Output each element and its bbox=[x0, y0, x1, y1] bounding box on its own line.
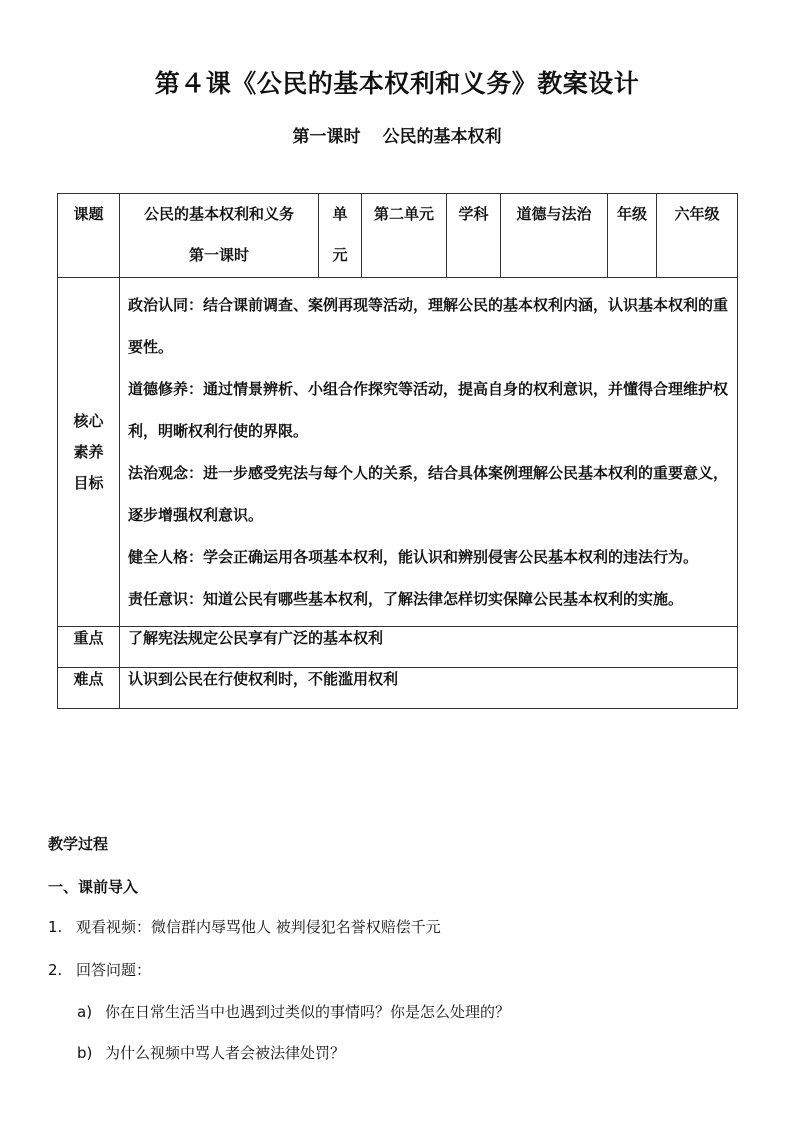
lesson-plan-table bbox=[57, 193, 738, 709]
unit-value: 第二单元 bbox=[362, 194, 447, 278]
list-item: 2. 回答问题： bbox=[48, 961, 152, 979]
table-header-row bbox=[58, 194, 738, 278]
grade-value: 六年级 bbox=[657, 194, 738, 278]
document-subtitle bbox=[0, 122, 794, 147]
list-item: 1. 观看视频：微信群内辱骂他人 被判侵犯名誉权赔偿千元 bbox=[48, 918, 441, 936]
sub-list-item: b) 为什么视频中骂人者会被法律处罚？ bbox=[77, 1044, 346, 1062]
sub-list-item: a) 你在日常生活当中也遇到过类似的事情吗？你是怎么处理的？ bbox=[77, 1003, 511, 1021]
unit-label: 单 元 bbox=[319, 194, 362, 278]
goal-personality: 健全人格：学会正确运用各项基本权利，能认识和辨别侵害公民基本权利的违法行为。 bbox=[128, 548, 699, 566]
goals-content bbox=[120, 278, 738, 627]
course-value bbox=[120, 194, 319, 278]
subject-value: 道德与法治 bbox=[501, 194, 608, 278]
document-title: 第４课《公民的基本权利和义务》教案设计 bbox=[154, 69, 640, 98]
goal-responsibility: 责任意识：知道公民有哪些基本权利，了解法律怎样切实保障公民基本权利的实施。 bbox=[128, 590, 684, 608]
section-intro-heading: 一、课前导入 bbox=[48, 878, 139, 896]
key-point-label: 重点 bbox=[58, 627, 120, 668]
goal-law: 法治观念：进一步感受宪法与每个人的关系，结合具体案例理解公民基本权利的重要意义，逐步增强权利意识。 bbox=[128, 464, 729, 524]
goals-label: 核心 素养 目标 bbox=[58, 278, 120, 627]
course-value-line1: 公民的基本权利和义务 bbox=[143, 205, 294, 223]
difficulty-text: 认识到公民在行使权利时，不能滥用权利 bbox=[120, 668, 738, 709]
key-point-row bbox=[58, 627, 738, 668]
grade-label: 年级 bbox=[608, 194, 657, 278]
subtitle-lesson: 第一课时 bbox=[292, 127, 361, 147]
course-value-line2: 第一课时 bbox=[188, 246, 249, 264]
goal-political: 政治认同：结合课前调查、案例再现等活动，理解公民的基本权利内涵，认识基本权利的重要性。 bbox=[128, 296, 729, 356]
difficulty-row bbox=[58, 668, 738, 709]
course-label: 课题 bbox=[58, 194, 120, 278]
goals-row bbox=[58, 278, 738, 627]
subject-label: 学科 bbox=[447, 194, 501, 278]
process-heading: 教学过程 bbox=[48, 835, 109, 853]
difficulty-label: 难点 bbox=[58, 668, 120, 709]
subtitle-topic: 公民的基本权利 bbox=[382, 127, 502, 147]
key-point-text: 了解宪法规定公民享有广泛的基本权利 bbox=[120, 627, 738, 668]
goal-moral: 道德修养：通过情景辨析、小组合作探究等活动，提高自身的权利意识，并懂得合理维护权利，明晰权利行使的界限。 bbox=[128, 380, 729, 440]
